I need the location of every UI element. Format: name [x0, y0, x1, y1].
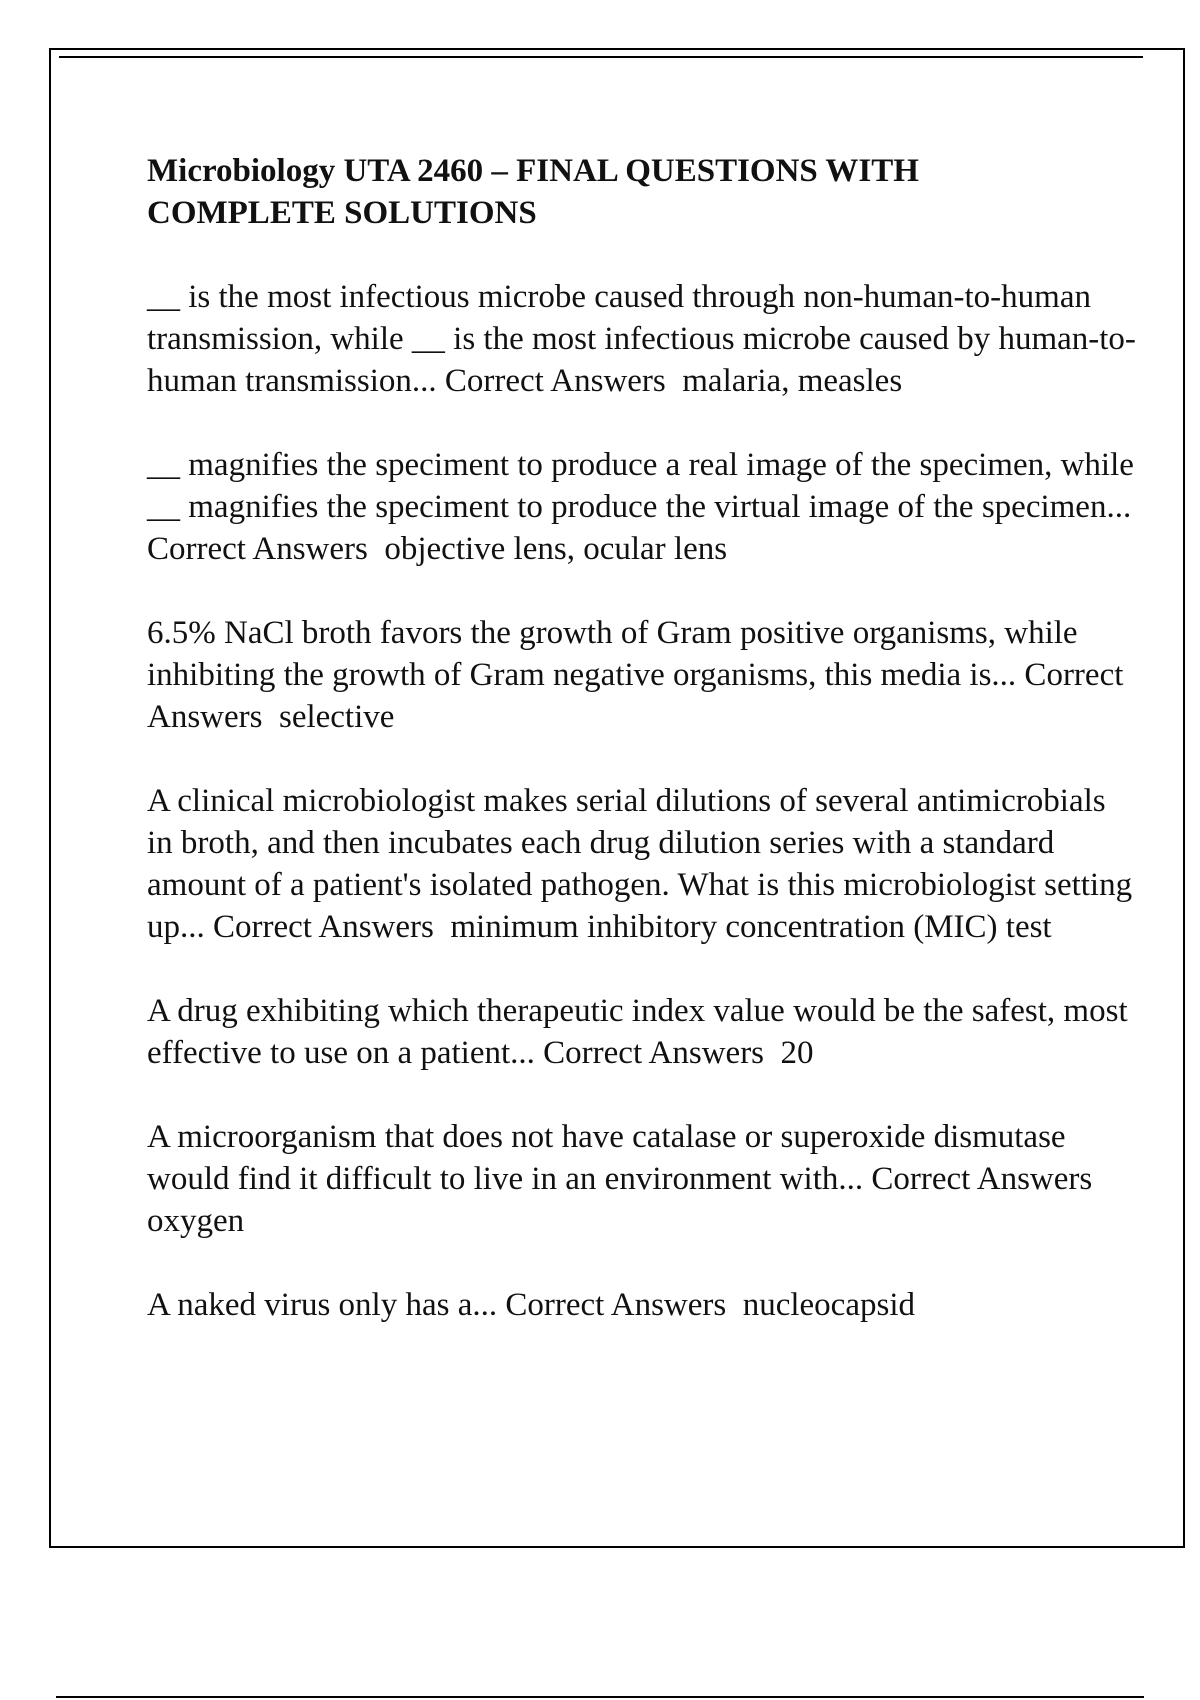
qa-item: A clinical microbiologist makes serial dilutions of several antimicrobials in broth, and then incubates each drug dilution series with a standard amount of a patient's isolated pathogen. What is this microbiologist setting up... Correct Answers minimum inhibitory concentration (MIC) test: [147, 783, 1141, 945]
document-content: [147, 150, 1143, 1368]
page-title: Microbiology UTA 2460 – FINAL QUESTIONS WITH COMPLETE SOLUTIONS: [147, 153, 919, 231]
qa-item: A drug exhibiting which therapeutic index value would be the safest, most effective to use on a patient... Correct Answers 20: [147, 993, 1136, 1071]
qa-item: A naked virus only has a... Correct Answers nucleocapsid: [147, 1287, 915, 1323]
qa-item: A microorganism that does not have catalase or superoxide dismutase would find it difficult to live in an environment with... Correct Answers oxygen: [147, 1119, 1109, 1239]
page-frame: [49, 48, 1185, 1548]
bottom-rule: [56, 1696, 1144, 1698]
qa-item: __ is the most infectious microbe caused through non-human-to-human transmission, while __ is the most infectious microbe caused by human-to-human transmission... Correct Answers malaria, measles: [147, 279, 1136, 399]
top-rule: [59, 56, 1143, 58]
qa-item: __ magnifies the speciment to produce a real image of the specimen, while __ magnifies the speciment to produce the virtual image of the specimen... Correct Answers objective lens, ocular lens: [147, 447, 1143, 567]
qa-item: 6.5% NaCl broth favors the growth of Gram positive organisms, while inhibiting the growth of Gram negative organisms, this media is... Correct Answers selective: [147, 615, 1130, 735]
